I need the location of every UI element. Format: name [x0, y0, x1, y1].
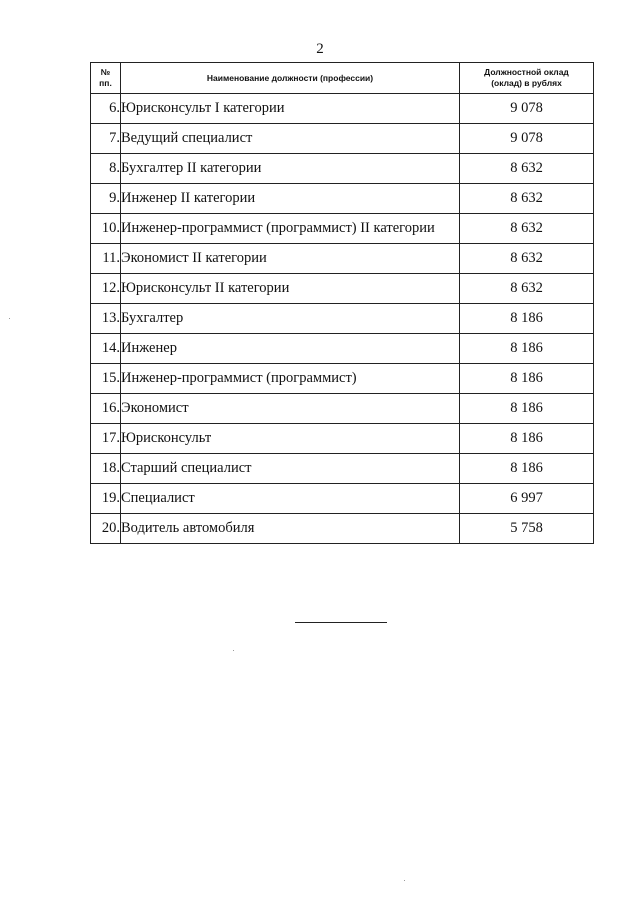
position-name: Инженер-программист (программист) — [121, 364, 460, 394]
salary-value: 8 186 — [460, 424, 594, 454]
row-number: 20. — [91, 514, 121, 544]
salary-value: 9 078 — [460, 94, 594, 124]
table-row — [91, 514, 594, 544]
row-number: 19. — [91, 484, 121, 514]
row-number: 13. — [91, 304, 121, 334]
salary-value: 8 632 — [460, 244, 594, 274]
table-row — [91, 94, 594, 124]
salary-value: 8 186 — [460, 394, 594, 424]
table-row — [91, 154, 594, 184]
header-salary — [460, 63, 594, 94]
position-name: Водитель автомобиля — [121, 514, 460, 544]
position-name: Экономист — [121, 394, 460, 424]
position-name: Старший специалист — [121, 454, 460, 484]
header-number — [91, 63, 121, 94]
table-row — [91, 454, 594, 484]
salary-value: 6 997 — [460, 484, 594, 514]
closing-rule — [295, 622, 387, 623]
position-name: Бухгалтер II категории — [121, 154, 460, 184]
header-number-line-1: № — [100, 67, 111, 77]
position-name: Юрисконсульт — [121, 424, 460, 454]
position-name: Ведущий специалист — [121, 124, 460, 154]
table-header-row — [91, 63, 594, 94]
position-name: Экономист II категории — [121, 244, 460, 274]
row-number: 17. — [91, 424, 121, 454]
position-name: Инженер — [121, 334, 460, 364]
header-salary-line-1: Должностной оклад — [484, 67, 569, 77]
position-name: Юрисконсульт II категории — [121, 274, 460, 304]
position-name: Бухгалтер — [121, 304, 460, 334]
table-row — [91, 124, 594, 154]
table-row — [91, 424, 594, 454]
header-salary-line-2: (оклад) в рублях — [491, 78, 562, 88]
table-row — [91, 214, 594, 244]
salary-value: 8 632 — [460, 214, 594, 244]
row-number: 14. — [91, 334, 121, 364]
salary-value: 8 186 — [460, 364, 594, 394]
row-number: 9. — [91, 184, 121, 214]
header-position-name: Наименование должности (профессии) — [121, 63, 460, 94]
table-row — [91, 364, 594, 394]
header-number-line-2: пп. — [99, 78, 112, 88]
table-row — [91, 484, 594, 514]
salary-value: 8 186 — [460, 454, 594, 484]
table-body — [91, 94, 594, 544]
row-number: 12. — [91, 274, 121, 304]
row-number: 8. — [91, 154, 121, 184]
row-number: 11. — [91, 244, 121, 274]
row-number: 15. — [91, 364, 121, 394]
table-row — [91, 394, 594, 424]
row-number: 10. — [91, 214, 121, 244]
position-name: Юрисконсульт I категории — [121, 94, 460, 124]
table-row — [91, 184, 594, 214]
salary-value: 8 186 — [460, 334, 594, 364]
row-number: 18. — [91, 454, 121, 484]
scan-speck — [404, 880, 405, 881]
scan-speck — [9, 318, 10, 319]
salary-value: 8 632 — [460, 274, 594, 304]
table-row — [91, 274, 594, 304]
table-row — [91, 304, 594, 334]
page-number: 2 — [316, 41, 324, 57]
salary-value: 8 632 — [460, 154, 594, 184]
row-number: 7. — [91, 124, 121, 154]
table-row — [91, 244, 594, 274]
position-name: Инженер-программист (программист) II категории — [121, 214, 460, 244]
table-row — [91, 334, 594, 364]
salary-value: 8 632 — [460, 184, 594, 214]
row-number: 6. — [91, 94, 121, 124]
scan-speck — [233, 650, 234, 651]
salary-value: 8 186 — [460, 304, 594, 334]
row-number: 16. — [91, 394, 121, 424]
salary-value: 9 078 — [460, 124, 594, 154]
position-name: Инженер II категории — [121, 184, 460, 214]
position-name: Специалист — [121, 484, 460, 514]
salary-table — [90, 62, 594, 544]
salary-value: 5 758 — [460, 514, 594, 544]
